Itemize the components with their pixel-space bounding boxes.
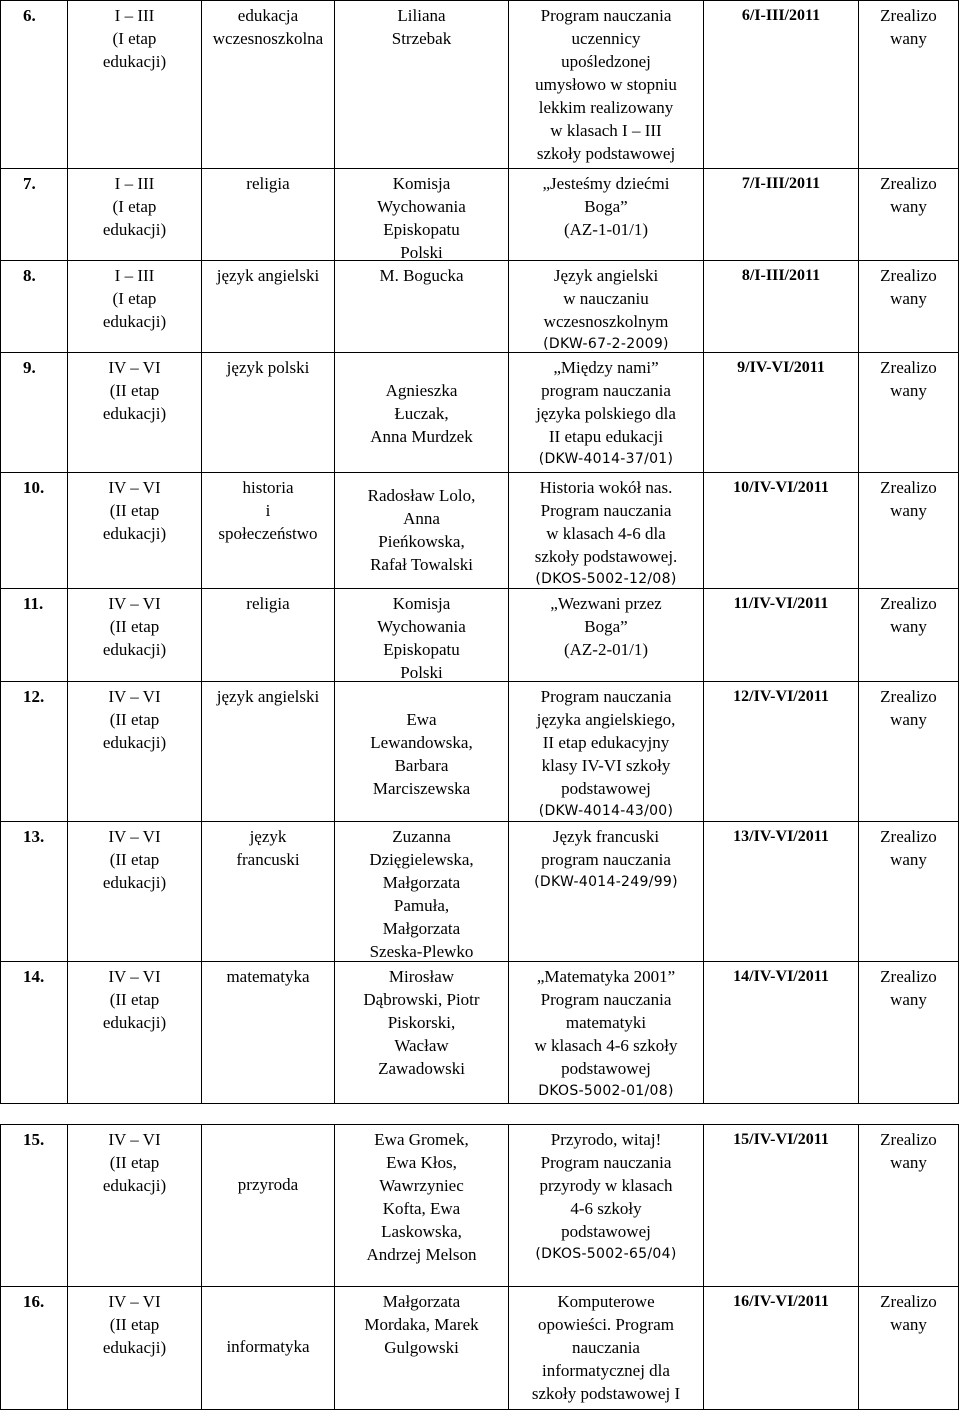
cell-line: I – III (114, 266, 155, 285)
program-number-text: 14/IV-VI/2011 (733, 968, 829, 985)
cell-line: Zrealizo (880, 478, 937, 497)
row-number (1, 589, 68, 682)
cell-line: I – III (114, 174, 155, 193)
cell-line: uczennicy (571, 29, 641, 48)
cell-line: Program nauczania (540, 1153, 672, 1172)
cell-line: język (249, 827, 287, 846)
cell-line: Małgorzata (382, 873, 461, 892)
program-number (704, 962, 859, 1104)
cell-line: (I etap (112, 289, 157, 308)
subject-cell (202, 1, 335, 169)
cell-line: program nauczania (541, 850, 671, 869)
cell-line: Zrealizo (880, 266, 937, 285)
cell-line: Polski (400, 663, 443, 682)
cell-line: Kofta, Ewa (382, 1199, 461, 1218)
cell-line: Radosław Lolo, (367, 486, 476, 505)
row-number (1, 1125, 68, 1287)
table-row (1, 682, 959, 822)
program-cell (509, 1, 704, 169)
cell-line: lekkim realizowany (538, 98, 674, 117)
program-number (704, 589, 859, 682)
cell-line: (II etap (109, 381, 160, 400)
cell-line: II etap edukacyjny (542, 733, 670, 752)
row-number-text: 12. (23, 687, 45, 706)
table-row (1, 1287, 959, 1410)
row-number-text: 8. (23, 266, 36, 285)
cell-line: Ewa Kłos, (386, 1153, 457, 1172)
cell-line: szkoły podstawowej (536, 144, 676, 163)
cell-line: Komputerowe (557, 1292, 655, 1311)
status-cell (859, 261, 959, 353)
cell-line: (II etap (109, 990, 160, 1009)
program-cell (509, 1287, 704, 1410)
table-row (1, 1, 959, 169)
authors-cell (335, 1125, 509, 1287)
program-cell (509, 473, 704, 589)
cell-line: religia (246, 174, 290, 193)
authors-cell (335, 261, 509, 353)
cell-line: Zrealizo (880, 687, 937, 706)
row-number (1, 682, 68, 822)
status-cell (859, 589, 959, 682)
cell-line: Wychowania (377, 617, 466, 636)
cell-line: Zrealizo (880, 827, 937, 846)
program-cell (509, 822, 704, 962)
cell-line: (II etap (109, 1153, 160, 1172)
authors-cell (335, 589, 509, 682)
table-row (1, 1125, 959, 1287)
authors-cell (335, 353, 509, 473)
cell-line: opowieści. Program (538, 1315, 674, 1334)
cell-line: nauczania (572, 1338, 640, 1357)
cell-line: szkoły podstawowej I (531, 1384, 681, 1403)
cell-line: Komisja (392, 594, 451, 613)
cell-line: edukacji) (102, 404, 167, 423)
program-number (704, 822, 859, 962)
cell-line: umysłowo w stopniu (535, 75, 677, 94)
program-number (704, 1125, 859, 1287)
cell-line: wczesnoszkolna (212, 29, 324, 48)
cell-line: wany (890, 381, 927, 400)
subject-cell (202, 169, 335, 261)
cell-line: wany (890, 501, 927, 520)
stage-cell (68, 1, 202, 169)
subject-cell (202, 589, 335, 682)
cell-line: „Matematyka 2001” (536, 967, 676, 986)
cell-line: 4-6 szkoły (570, 1199, 642, 1218)
row-number (1, 261, 68, 353)
cell-line: wany (890, 289, 927, 308)
row-number-text: 14. (23, 967, 45, 986)
cell-line: Dąbrowski, Piotr (363, 990, 480, 1009)
program-number-text: 6/I-III/2011 (741, 7, 821, 24)
cell-line: wany (890, 850, 927, 869)
cell-line: podstawowej (561, 779, 651, 798)
cell-line: Piskorski, (387, 1013, 456, 1032)
cell-line: społeczeństwo (218, 524, 318, 543)
program-number-text: 11/IV-VI/2011 (733, 595, 829, 612)
cell-line: edukacji) (102, 524, 167, 543)
program-table-continued (0, 1124, 959, 1410)
cell-line: edukacji) (102, 312, 167, 331)
program-number-text: 13/IV-VI/2011 (733, 828, 829, 845)
program-cell (509, 353, 704, 473)
cell-line: upośledzonej (561, 52, 651, 71)
cell-line: wany (890, 990, 927, 1009)
cell-line: wany (890, 710, 927, 729)
program-number (704, 473, 859, 589)
cell-line: Strzebak (391, 29, 452, 48)
program-cell (509, 261, 704, 353)
cell-line: Barbara (394, 756, 449, 775)
cell-line: w klasach 4-6 dla (546, 524, 666, 543)
cell-line: Wawrzyniec (379, 1176, 464, 1195)
cell-line: Boga” (584, 197, 628, 216)
program-number-text: 16/IV-VI/2011 (733, 1293, 829, 1310)
cell-line: Łuczak, (394, 404, 449, 423)
cell-line: podstawowej (561, 1059, 651, 1078)
subject-cell (202, 473, 335, 589)
cell-line: przyroda (237, 1175, 299, 1194)
cell-line: wany (890, 1153, 927, 1172)
stage-cell (68, 1287, 202, 1410)
cell-line: Wychowania (377, 197, 466, 216)
program-number-text: 12/IV-VI/2011 (733, 688, 829, 705)
row-number (1, 353, 68, 473)
cell-line: Polski (400, 243, 443, 262)
program-code: (DKW-4014-37/01) (538, 451, 674, 467)
row-number (1, 473, 68, 589)
cell-line: edukacji) (102, 1013, 167, 1032)
subject-cell (202, 261, 335, 353)
status-cell (859, 682, 959, 822)
program-code: (DKW-4014-43/00) (538, 803, 674, 819)
cell-line: (II etap (109, 1315, 160, 1334)
status-cell (859, 1, 959, 169)
authors-cell (335, 1, 509, 169)
subject-cell (202, 1125, 335, 1287)
cell-line: podstawowej (561, 1222, 651, 1241)
cell-line: Liliana (397, 6, 446, 25)
cell-line: matematyki (565, 1013, 647, 1032)
program-number (704, 261, 859, 353)
cell-line: Przyrodo, witaj! (550, 1130, 662, 1149)
cell-line: edukacji) (102, 873, 167, 892)
stage-cell (68, 473, 202, 589)
table-row (1, 589, 959, 682)
authors-cell (335, 682, 509, 822)
stage-cell (68, 1125, 202, 1287)
status-cell (859, 1287, 959, 1410)
authors-cell (335, 962, 509, 1104)
cell-line: IV – VI (108, 358, 161, 377)
program-number-text: 7/I-III/2011 (741, 175, 821, 192)
program-code: (DKOS-5002-65/04) (535, 1246, 677, 1262)
authors-cell (335, 169, 509, 261)
table-row (1, 353, 959, 473)
cell-line: IV – VI (108, 687, 161, 706)
cell-line: Wacław (394, 1036, 449, 1055)
program-code: (DKW-4014-249/99) (534, 874, 678, 890)
cell-line: (II etap (109, 501, 160, 520)
program-number-text: 10/IV-VI/2011 (733, 479, 829, 496)
cell-line: Pieńkowska, (378, 532, 465, 551)
subject-cell (202, 962, 335, 1104)
cell-line: Marciszewska (372, 779, 471, 798)
cell-line: Historia wokół nas. (539, 478, 673, 497)
status-cell (859, 169, 959, 261)
cell-line: (I etap (112, 29, 157, 48)
subject-cell (202, 353, 335, 473)
status-cell (859, 353, 959, 473)
table-row (1, 822, 959, 962)
cell-line: historia (242, 478, 294, 497)
program-number (704, 353, 859, 473)
cell-line: wany (890, 617, 927, 636)
cell-line: (II etap (109, 850, 160, 869)
cell-line: w klasach I – III (550, 121, 662, 140)
cell-line: informatyka (226, 1337, 310, 1356)
program-number (704, 169, 859, 261)
cell-line: edukacji) (102, 1338, 167, 1357)
cell-line: (AZ-2-01/1) (563, 640, 649, 659)
cell-line: edukacji) (102, 52, 167, 71)
row-number (1, 1, 68, 169)
status-cell (859, 822, 959, 962)
cell-line: wany (890, 197, 927, 216)
subject-cell (202, 1287, 335, 1410)
cell-line: IV – VI (108, 827, 161, 846)
stage-cell (68, 682, 202, 822)
cell-line: Agnieszka (385, 381, 458, 400)
program-number (704, 1287, 859, 1410)
program-number-text: 9/IV-VI/2011 (737, 359, 825, 376)
stage-cell (68, 353, 202, 473)
cell-line: Język angielski (553, 266, 659, 285)
subject-cell (202, 682, 335, 822)
cell-line: wany (890, 29, 927, 48)
cell-line: Zrealizo (880, 6, 937, 25)
cell-line: Ewa Gromek, (374, 1130, 469, 1149)
cell-line: Dzięgielewska, (369, 850, 474, 869)
cell-line: Andrzej Melson (366, 1245, 477, 1264)
cell-line: język angielski (216, 687, 320, 706)
row-number-text: 15. (23, 1130, 45, 1149)
cell-line: edukacji) (102, 733, 167, 752)
cell-line: Episkopatu (383, 640, 460, 659)
stage-cell (68, 962, 202, 1104)
program-number (704, 682, 859, 822)
row-number (1, 169, 68, 261)
cell-line: Zrealizo (880, 1130, 937, 1149)
stage-cell (68, 589, 202, 682)
cell-line: IV – VI (108, 1292, 161, 1311)
cell-line: „Wezwani przez (550, 594, 662, 613)
cell-line: Lewandowska, (370, 733, 473, 752)
program-number-text: 8/I-III/2011 (741, 267, 821, 284)
cell-line: Komisja (392, 174, 451, 193)
cell-line: Gulgowski (384, 1338, 459, 1357)
cell-line: szkoły podstawowej. (534, 547, 678, 566)
cell-line: Zrealizo (880, 594, 937, 613)
cell-line: w nauczaniu (563, 289, 649, 308)
cell-line: Program nauczania (540, 990, 672, 1009)
table-row (1, 473, 959, 589)
program-cell (509, 589, 704, 682)
row-number (1, 1287, 68, 1410)
cell-line: francuski (236, 850, 300, 869)
cell-line: edukacja (237, 6, 299, 25)
row-number-text: 16. (23, 1292, 45, 1311)
cell-line: matematyka (226, 967, 310, 986)
cell-line: wczesnoszkolnym (543, 312, 669, 331)
cell-line: Zrealizo (880, 1292, 937, 1311)
cell-line: Program nauczania (540, 6, 672, 25)
cell-line: w klasach 4-6 szkoły (534, 1036, 678, 1055)
subject-cell (202, 822, 335, 962)
table-row (1, 962, 959, 1104)
cell-line: Boga” (584, 617, 628, 636)
cell-line: IV – VI (108, 478, 161, 497)
cell-line: informatycznej dla (542, 1361, 670, 1380)
cell-line: (AZ-1-01/1) (563, 220, 649, 239)
cell-line: Ewa (406, 710, 437, 729)
cell-line: edukacji) (102, 220, 167, 239)
row-number (1, 822, 68, 962)
cell-line: Małgorzata (382, 919, 461, 938)
cell-line: Program nauczania (540, 501, 672, 520)
authors-cell (335, 1287, 509, 1410)
cell-line: M. Bogucka (379, 266, 464, 285)
table-row (1, 169, 959, 261)
stage-cell (68, 822, 202, 962)
program-cell (509, 962, 704, 1104)
cell-line: Anna (403, 509, 440, 528)
status-cell (859, 1125, 959, 1287)
cell-line: Zrealizo (880, 174, 937, 193)
row-number-text: 9. (23, 358, 36, 377)
cell-line: (I etap (112, 197, 157, 216)
program-cell (509, 169, 704, 261)
cell-line: Szeska-Plewko (369, 942, 474, 961)
cell-line: IV – VI (108, 967, 161, 986)
program-code: DKOS-5002-01/08) (538, 1083, 674, 1099)
cell-line: języka angielskiego, (536, 710, 676, 729)
cell-line: „Między nami” (553, 358, 659, 377)
program-code: (DKW-67-2-2009) (543, 336, 669, 352)
program-cell (509, 1125, 704, 1287)
status-cell (859, 473, 959, 589)
cell-line: Laskowska, (381, 1222, 462, 1241)
cell-line: edukacji) (102, 1176, 167, 1195)
cell-line: Zawadowski (378, 1059, 465, 1078)
row-number-text: 6. (23, 6, 36, 25)
cell-line: wany (890, 1315, 927, 1334)
cell-line: II etapu edukacji (548, 427, 664, 446)
cell-line: Małgorzata (382, 1292, 461, 1311)
cell-line: i (265, 501, 271, 520)
authors-cell (335, 473, 509, 589)
cell-line: (II etap (109, 617, 160, 636)
row-number-text: 11. (23, 594, 44, 613)
authors-cell (335, 822, 509, 962)
row-number-text: 13. (23, 827, 45, 846)
cell-line: „Jesteśmy dziećmi (542, 174, 670, 193)
cell-line: Rafał Towalski (370, 555, 473, 574)
stage-cell (68, 169, 202, 261)
cell-line: religia (246, 594, 290, 613)
cell-line: edukacji) (102, 640, 167, 659)
table-row (1, 261, 959, 353)
cell-line: I – III (114, 6, 155, 25)
program-number (704, 1, 859, 169)
cell-line: Zrealizo (880, 358, 937, 377)
cell-line: (II etap (109, 710, 160, 729)
cell-line: Język francuski (552, 827, 660, 846)
row-number-text: 10. (23, 478, 45, 497)
cell-line: Zuzanna (392, 827, 451, 846)
cell-line: Pamuła, (393, 896, 450, 915)
status-cell (859, 962, 959, 1104)
row-number (1, 962, 68, 1104)
cell-line: IV – VI (108, 594, 161, 613)
program-cell (509, 682, 704, 822)
cell-line: Program nauczania (540, 687, 672, 706)
program-code: (DKOS-5002-12/08) (535, 571, 677, 587)
row-number-text: 7. (23, 174, 36, 193)
cell-line: Mirosław (388, 967, 455, 986)
cell-line: języka polskiego dla (536, 404, 676, 423)
cell-line: Anna Murdzek (370, 427, 473, 446)
cell-line: program nauczania (541, 381, 671, 400)
cell-line: Episkopatu (383, 220, 460, 239)
program-number-text: 15/IV-VI/2011 (733, 1131, 829, 1148)
cell-line: Mordaka, Marek (364, 1315, 479, 1334)
cell-line: przyrody w klasach (539, 1176, 673, 1195)
cell-line: język polski (226, 358, 310, 377)
cell-line: IV – VI (108, 1130, 161, 1149)
cell-line: język angielski (216, 266, 320, 285)
cell-line: klasy IV-VI szkoły (541, 756, 671, 775)
cell-line: Zrealizo (880, 967, 937, 986)
stage-cell (68, 261, 202, 353)
